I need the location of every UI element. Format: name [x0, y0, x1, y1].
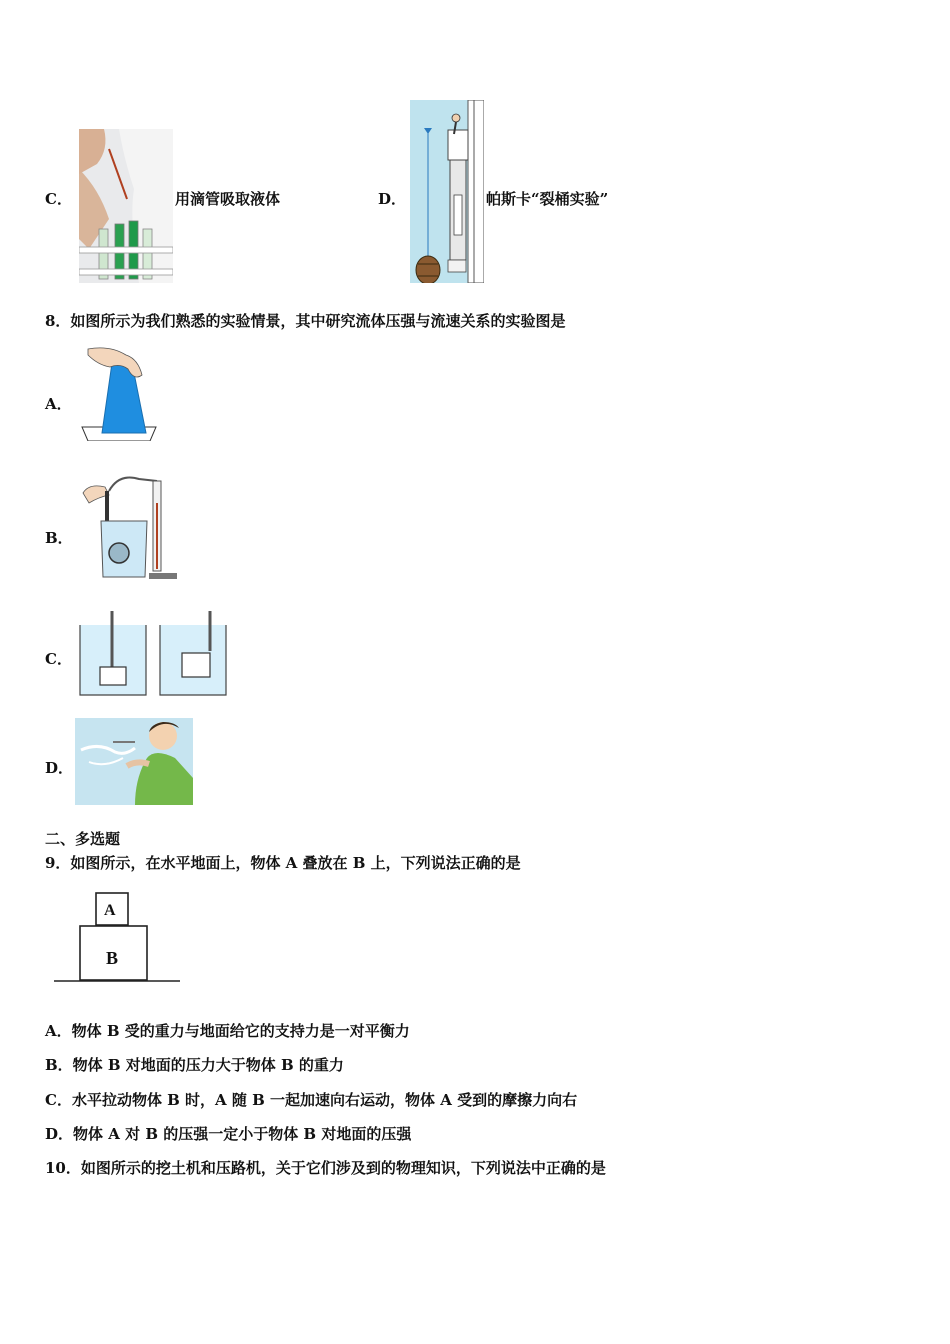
- pressure-probe-containers-figure: [78, 611, 228, 699]
- q8-option-c-label: C．: [45, 650, 72, 668]
- pascal-barrel-illustration: [410, 100, 484, 283]
- q7-option-d-text: 帕斯卡“裂桶实验”: [486, 190, 609, 208]
- manometer-beaker-figure: [79, 473, 179, 581]
- q9-option-d: D．物体 A 对 B 的压强一定小于物体 B 对地面的压强: [45, 1125, 412, 1143]
- block-b-label: B: [106, 948, 119, 968]
- q9-option-b: B．物体 B 对地面的压力大于物体 B 的重力: [45, 1056, 344, 1074]
- q8-option-a-label: A．: [45, 395, 72, 413]
- blowing-paper-figure: [75, 718, 193, 805]
- q8-option-d-label: D．: [45, 759, 74, 777]
- q9-stem: 9．如图所示，在水平地面上，物体 A 叠放在 B 上，下列说法正确的是: [45, 854, 521, 872]
- q10-stem: 10．如图所示的挖土机和压路机，关于它们涉及到的物理知识，下列说法中正确的是: [45, 1159, 606, 1177]
- inverted-cup-figure: [80, 345, 160, 441]
- q7-option-c-text: 用滴管吸取液体: [175, 190, 281, 208]
- q9-option-c: C．水平拉动物体 B 时，A 随 B 一起加速向右运动，物体 A 受到的摩擦力向右: [45, 1091, 578, 1109]
- q8-option-b-label: B．: [45, 529, 73, 547]
- stacked-blocks-figure: [54, 889, 184, 987]
- q9-option-a: A．物体 B 受的重力与地面给它的支持力是一对平衡力: [45, 1022, 410, 1040]
- q8-stem: 8．如图所示为我们熟悉的实验情景，其中研究流体压强与流速关系的实验图是: [45, 312, 566, 330]
- dropper-photo: [79, 129, 173, 283]
- q7-option-c-label: C．: [45, 190, 72, 208]
- q7-option-d-label: D．: [378, 190, 407, 208]
- block-a-label: A: [104, 902, 116, 919]
- section-title: 二、多选题: [45, 830, 121, 848]
